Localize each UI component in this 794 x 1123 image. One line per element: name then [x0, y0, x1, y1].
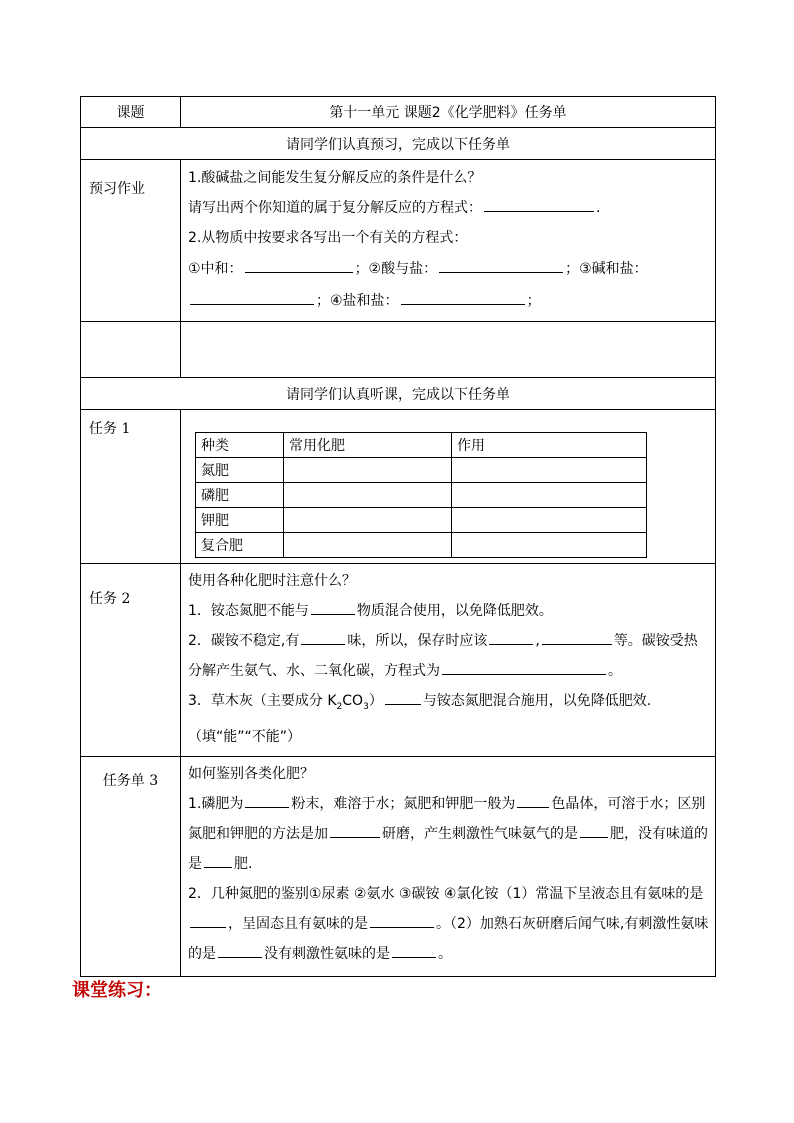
column-header: 作用 — [452, 433, 647, 458]
preview-instruction: 请同学们认真预习，完成以下任务单 — [81, 128, 716, 160]
table-row — [196, 458, 647, 483]
answer-blank[interactable] — [301, 643, 345, 645]
task2-title: 使用各种化肥时注意什么？ — [188, 573, 356, 589]
answer-blank[interactable] — [542, 643, 612, 645]
fertilizer-table — [195, 432, 647, 558]
answer-blank[interactable] — [401, 303, 525, 305]
lecture-instruction: 请同学们认真听课，完成以下任务单 — [81, 378, 716, 410]
answer-blank[interactable] — [330, 836, 380, 838]
answer-blank[interactable] — [580, 836, 608, 838]
preview-q1: 1.酸碱盐之间能发生复分解反应的条件是什么？ — [188, 170, 482, 186]
answer-cell[interactable] — [284, 458, 452, 483]
task3-label: 任务单 3 — [102, 772, 159, 789]
answer-blank[interactable] — [311, 613, 355, 615]
answer-blank[interactable] — [442, 673, 606, 675]
preview-q2: 2.从物质中按要求各写出一个有关的方程式： — [188, 230, 468, 246]
header-title: 第十一单元 课题2《化学肥料》任务单 — [181, 97, 716, 128]
answer-cell[interactable] — [284, 533, 452, 558]
answer-cell[interactable] — [452, 508, 647, 533]
answer-blank[interactable] — [392, 956, 436, 958]
task2-row: 任务 2 使用各种化肥时注意什么？ 1．铵态氮肥不能与 物质混合使用，以免降低肥效。 2．碳铵不稳定,有 味，所以，保存时应该 , 等。碳铵受热分解产生氨气、水、二氧化碳，方程式为 。 3．草木灰（主要成分 $K_2CO_3$） 与铵态氮肥混合施用，以免降低肥效. （填“能”“不能”） — [81, 564, 716, 757]
column-header: 常用化肥 — [284, 433, 452, 458]
task-table — [80, 96, 716, 977]
answer-blank[interactable] — [190, 303, 314, 305]
table-row — [196, 508, 647, 533]
preview-q1b: 请写出两个你知道的属于复分解反应的方程式： . — [188, 200, 601, 216]
table-row — [196, 483, 647, 508]
row-label: 钾肥 — [196, 508, 284, 533]
row-label: 氮肥 — [196, 458, 284, 483]
answer-blank[interactable] — [489, 643, 533, 645]
answer-blank[interactable] — [517, 806, 549, 808]
task3-title: 如何鉴别各类化肥？ — [188, 765, 314, 782]
preview-label: 预习作业 — [89, 181, 145, 197]
answer-blank[interactable] — [218, 956, 262, 958]
answer-blank[interactable] — [245, 806, 289, 808]
answer-cell[interactable] — [452, 458, 647, 483]
answer-blank[interactable] — [439, 271, 563, 273]
preview-content — [181, 160, 715, 321]
header-row — [81, 97, 716, 128]
empty-row — [81, 322, 716, 378]
classroom-practice-heading: 课堂练习： — [72, 980, 162, 1001]
task1-label: 任务 1 — [89, 421, 131, 437]
column-header: 种类 — [196, 433, 284, 458]
table-header-row — [196, 433, 647, 458]
answer-blank[interactable] — [204, 866, 232, 868]
answer-blank[interactable] — [190, 926, 226, 928]
answer-cell[interactable] — [452, 533, 647, 558]
task2-label: 任务 2 — [89, 591, 131, 607]
answer-blank[interactable] — [245, 271, 353, 273]
table-row — [196, 533, 647, 558]
answer-blank[interactable] — [385, 703, 421, 705]
answer-cell[interactable] — [284, 483, 452, 508]
row-label: 复合肥 — [196, 533, 284, 558]
preview-row — [81, 160, 716, 322]
header-label: 课题 — [81, 97, 181, 128]
row-label: 磷肥 — [196, 483, 284, 508]
answer-cell[interactable] — [284, 508, 452, 533]
answer-blank[interactable] — [370, 926, 434, 928]
answer-cell[interactable] — [452, 483, 647, 508]
answer-blank[interactable] — [484, 210, 594, 212]
preview-q2-answers: ①中和： ；②酸与盐： ；③碱和盐：；④盐和盐： ； — [188, 261, 648, 309]
task1-row — [81, 410, 716, 564]
task3-row: 任务单 3 如何鉴别各类化肥？ 1.磷肥为 粉末，难溶于水；氮肥和钾肥一般为 色晶体，可溶于水；区别氮肥和钾肥的方法是加 研磨，产生刺激性气味氨气的是 肥，没有味道的是 肥. 2．几种氮肥的鉴别①尿素 ②氨水 ③碳铵 ④氯化铵（1）常温下呈液态且有氨味的是，呈固态且有氨味的是 。（2）加熟石灰研磨后闻气味,有刺激性氨味的是 没有刺激性氨味的是 。 — [81, 756, 716, 976]
